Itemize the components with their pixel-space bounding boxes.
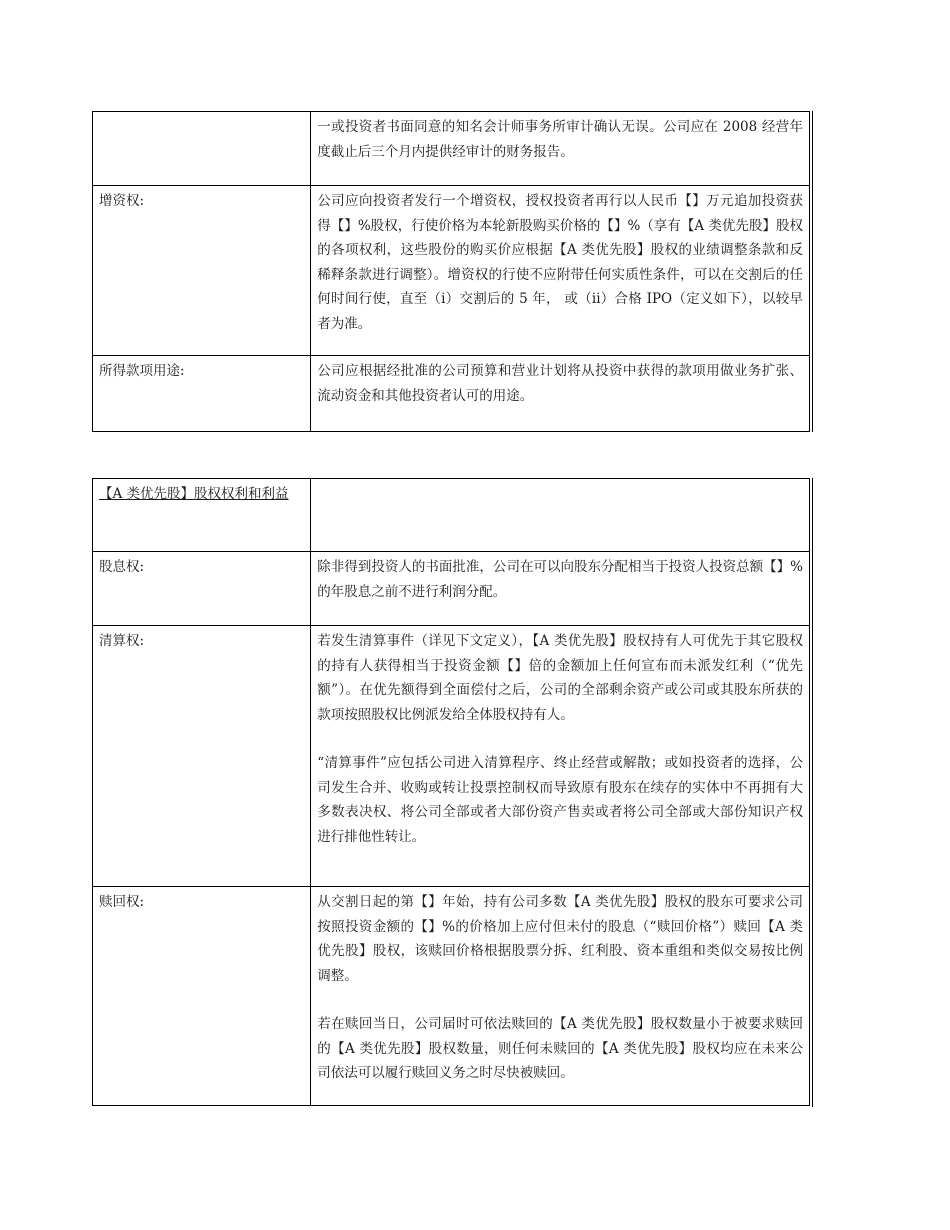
- paragraph: 公司应根据经批准的公司预算和营业计划将从投资中获得的款项用做业务扩张、流动资金和其他投资者认可的用途。: [317, 363, 803, 404]
- section-title: 【A 类优先股】股权权利和利益: [99, 486, 289, 502]
- paragraph: 若在赎回当日，公司届时可依法赎回的【A 类优先股】股权数量小于被要求赎回的【A 类优先股】股权数量，则任何未赎回的【A 类优先股】股权均应在未来公司依法可以履行赎回义务之时尽快被赎回。: [317, 1016, 803, 1081]
- table-row: [93, 356, 810, 432]
- row-value: [311, 186, 810, 356]
- paragraph: “清算事件”应包括公司进入清算程序、终止经营或解散；或如投资者的选择，公司发生合并、收购或转让投票控制权而导致原有股东在续存的实体中不再拥有大多数表决权、将公司全部或者大部份资产售卖或者将公司全部或大部份知识产权进行排他性转让。: [317, 755, 803, 845]
- row-label: 赎回权:: [93, 887, 311, 1106]
- table-row: [93, 112, 810, 186]
- table-edge: [812, 478, 813, 1107]
- paragraph: 从交割日起的第【】年始，持有公司多数【A 类优先股】股权的股东可要求公司按照投资金额的【】%的价格加上应付但未付的股息（“赎回价格”）赎回【A 类优先股】股权，该赎回价格根据股票分拆、红利股、资本重组和类似交易按比例调整。: [317, 894, 803, 984]
- paragraph: 若发生清算事件（详见下文定义），【A 类优先股】股权持有人可优先于其它股权的持有人获得相当于投资金额【】倍的金额加上任何宣布而未派发红利（“优先额”）。在优先额得到全面偿付之后，公司的全部剩余资产或公司或其股东所获的款项按照股权比例派发给全体股权持有人。: [317, 633, 803, 723]
- row-value: [311, 112, 810, 186]
- row-label: 所得款项用途:: [93, 356, 311, 432]
- table-row: [93, 626, 810, 887]
- section-header: [93, 479, 311, 552]
- terms-table-1: [92, 111, 810, 432]
- table-edge: [812, 111, 813, 432]
- row-label: 增资权:: [93, 186, 311, 356]
- paragraph: 除非得到投资人的书面批准，公司在可以向股东分配相当于投资人投资总额【】%的年股息之前不进行利润分配。: [317, 559, 803, 600]
- row-label: [93, 112, 311, 186]
- paragraph: 一或投资者书面同意的知名会计师事务所审计确认无误。公司应在 2008 经营年度截止后三个月内提供经审计的财务报告。: [317, 119, 803, 160]
- terms-table-2: [92, 478, 810, 1106]
- row-label: 股息权:: [93, 552, 311, 626]
- row-value: [311, 626, 810, 887]
- row-value: [311, 356, 810, 432]
- table-row: [93, 186, 810, 356]
- row-value: [311, 552, 810, 626]
- table-row: [93, 887, 810, 1106]
- row-value: [311, 887, 810, 1106]
- paragraph: 公司应向投资者发行一个增资权，授权投资者再行以人民币【】万元追加投资获得【】%股权，行使价格为本轮新股购买价格的【】%（享有【A 类优先股】股权的各项权利，这些股份的购买价应根据【A 类优先股】股权的业绩调整条款和反稀释条款进行调整）。增资权的行使不应附带任何实质性条件，可以在交割后的任何时间行使，直至（i）交割后的 5 年， 或（ii）合格 IPO（定义如下），以较早者为准。: [317, 193, 803, 332]
- table-row: [93, 479, 810, 552]
- table-row: [93, 552, 810, 626]
- row-value: [311, 479, 810, 552]
- row-label: 清算权:: [93, 626, 311, 887]
